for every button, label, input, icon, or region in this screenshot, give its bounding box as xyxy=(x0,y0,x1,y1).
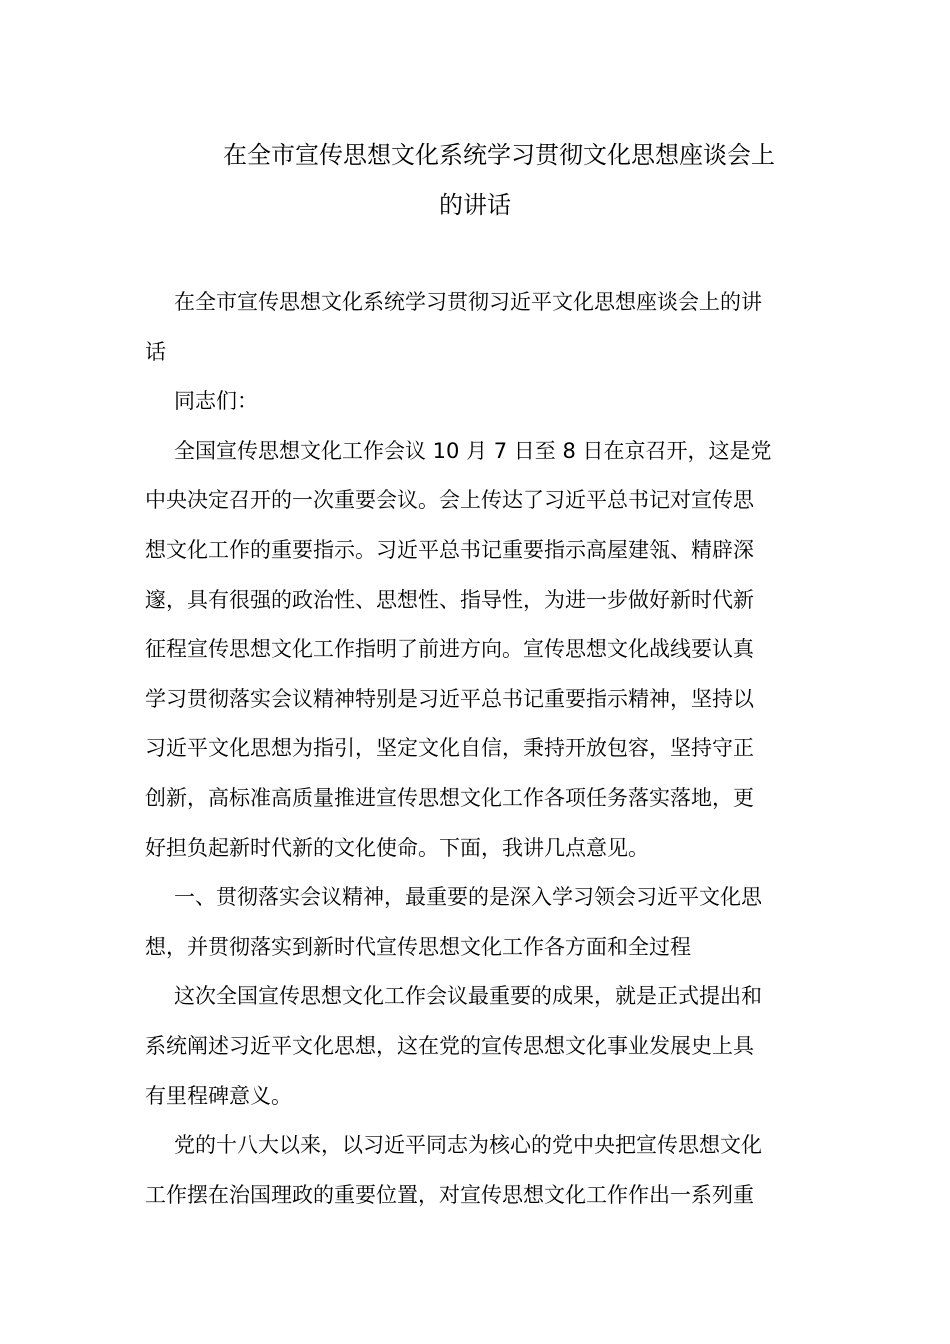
paragraph-line: 创新，高标准高质量推进宣传思想文化工作各项任务落实落地，更 xyxy=(145,785,754,810)
paragraph-line: 同志们： xyxy=(174,389,258,414)
paragraph-since-18th xyxy=(145,1121,805,1220)
paragraph-line: 这次全国宣传思想文化工作会议最重要的成果，就是正式提出和 xyxy=(174,984,762,1009)
section-heading-1 xyxy=(145,873,805,972)
paragraph-line: 党的十八大以来，以习近平同志为核心的党中央把宣传思想文化 xyxy=(174,1133,762,1158)
paragraph-line: 邃，具有很强的政治性、思想性、指导性，为进一步做好新时代新 xyxy=(145,587,754,612)
paragraph-line: 想，并贯彻落实到新时代宣传思想文化工作各方面和全过程 xyxy=(145,934,691,959)
paragraph-line: 全国宣传思想文化工作会议 10 月 7 日至 8 日在京召开，这是党 xyxy=(174,438,772,463)
paragraph-line: 工作摆在治国理政的重要位置，对宣传思想文化工作作出一系列重 xyxy=(145,1182,754,1207)
paragraph-subtitle xyxy=(145,278,805,377)
paragraph-line: 学习贯彻落实会议精神特别是习近平总书记重要指示精神，坚持以 xyxy=(145,686,754,711)
paragraph-significance xyxy=(145,972,805,1121)
paragraph-line: 习近平文化思想为指引，坚定文化自信，秉持开放包容，坚持守正 xyxy=(145,736,754,761)
paragraph-line: 想文化工作的重要指示。习近平总书记重要指示高屋建瓴、精辟深 xyxy=(145,537,754,562)
document-title xyxy=(145,130,805,230)
paragraph-salutation xyxy=(145,377,805,427)
title-line-1: 在全市宣传思想文化系统学习贯彻文化思想座谈会上 xyxy=(223,141,775,169)
title-line-2: 的讲话 xyxy=(439,191,511,219)
paragraph-line: 在全市宣传思想文化系统学习贯彻习近平文化思想座谈会上的讲 xyxy=(174,290,762,314)
paragraph-line: 系统阐述习近平文化思想，这在党的宣传思想文化事业发展史上具 xyxy=(145,1033,754,1058)
paragraph-line: 话 xyxy=(145,339,166,364)
paragraph-line: 中央决定召开的一次重要会议。会上传达了习近平总书记对宣传思 xyxy=(145,488,754,513)
paragraph-line: 好担负起新时代新的文化使命。下面，我讲几点意见。 xyxy=(145,835,649,860)
paragraph-line: 征程宣传思想文化工作指明了前进方向。宣传思想文化战线要认真 xyxy=(145,637,754,662)
paragraph-line: 有里程碑意义。 xyxy=(145,1083,292,1108)
paragraph-line: 一、贯彻落实会议精神，最重要的是深入学习领会习近平文化思 xyxy=(174,885,762,910)
document-body xyxy=(145,278,805,1220)
paragraph-intro xyxy=(145,427,805,873)
